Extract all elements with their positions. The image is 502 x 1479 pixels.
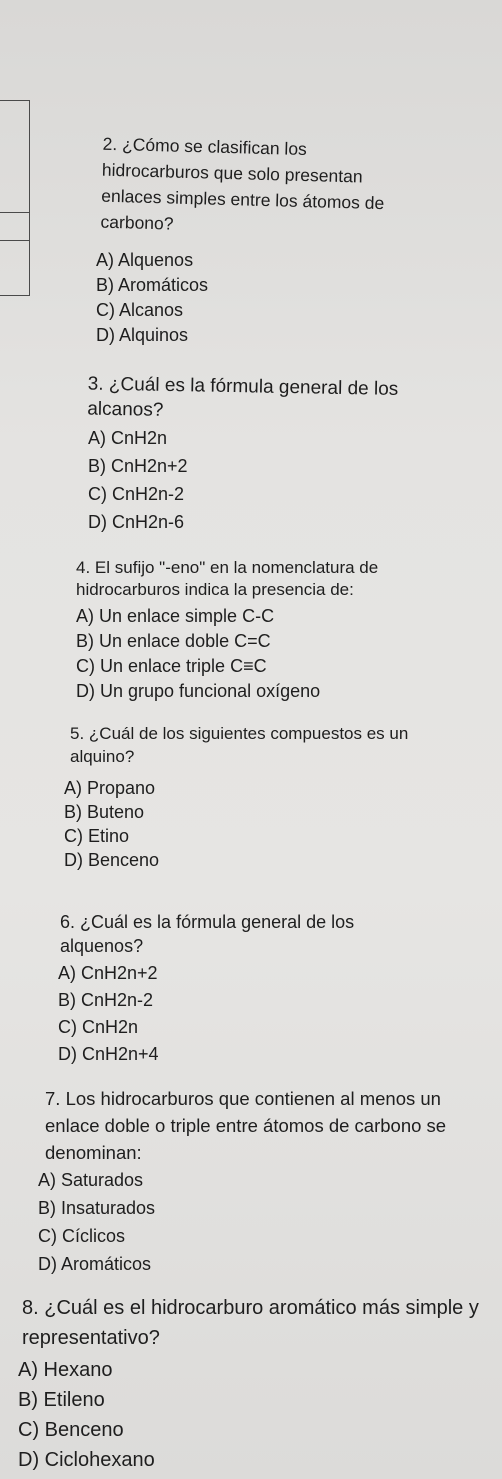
question-7-option-c[interactable]: C) Cíclicos <box>38 1226 126 1246</box>
question-6 <box>0 910 502 1068</box>
question-5-stem: 5. ¿Cuál de los siguientes compuestos es un alquino? <box>70 724 409 766</box>
question-4-option-b[interactable]: B) Un enlace doble C=C <box>76 631 271 651</box>
question-6-number: 6. <box>60 912 76 932</box>
question-2-option-c[interactable]: C) Alcanos <box>96 300 184 320</box>
question-7-stem: 7. Los hidrocarburos que contienen al menos un enlace doble o triple entre átomos de carbono se denominan: <box>45 1088 447 1163</box>
question-8-option-d[interactable]: D) Ciclohexano <box>18 1449 155 1471</box>
question-7-option-a[interactable]: A) Saturados <box>38 1170 144 1190</box>
question-2-option-d[interactable]: D) Alquinos <box>96 325 189 345</box>
question-4-stem: 4. El sufijo "-eno" en la nomenclatura de hidrocarburos indica la presencia de: <box>76 558 379 599</box>
question-2-option-b[interactable]: B) Aromáticos <box>96 275 209 295</box>
question-3-option-c[interactable]: C) CnH2n-2 <box>88 484 185 504</box>
question-7-number: 7. <box>45 1088 61 1109</box>
question-3-number: 3. <box>87 373 104 395</box>
question-5-option-b[interactable]: B) Buteno <box>64 802 145 822</box>
question-8-number: 8. <box>22 1297 39 1319</box>
question-5 <box>0 722 502 872</box>
question-8-stem: 8. ¿Cuál es el hidrocarburo aromático más simple y representativo? <box>22 1297 479 1349</box>
question-6-option-c[interactable]: C) CnH2n <box>58 1017 139 1037</box>
question-5-option-c[interactable]: C) Etino <box>64 826 130 846</box>
question-3-option-b[interactable]: B) CnH2n+2 <box>88 456 188 476</box>
question-7 <box>0 1085 502 1278</box>
question-8-option-a[interactable]: A) Hexano <box>18 1359 113 1381</box>
question-5-option-a[interactable]: A) Propano <box>64 778 156 798</box>
question-5-option-d[interactable]: D) Benceno <box>64 850 160 870</box>
question-3-option-a[interactable]: A) CnH2n <box>88 428 168 448</box>
question-6-option-a[interactable]: A) CnH2n+2 <box>58 963 158 983</box>
question-4-option-c[interactable]: C) Un enlace triple C≡C <box>76 656 267 676</box>
question-6-stem: 6. ¿Cuál es la fórmula general de los alquenos? <box>60 912 355 956</box>
question-2-stem: 2. ¿Cómo se clasifican los hidrocarburos que solo presentan enlaces simples entre los átomos de carbono? <box>100 133 385 234</box>
question-7-option-d[interactable]: D) Aromáticos <box>38 1254 152 1274</box>
question-3 <box>0 370 502 536</box>
question-6-option-d[interactable]: D) CnH2n+4 <box>58 1044 159 1064</box>
question-8 <box>0 1293 502 1475</box>
question-6-option-b[interactable]: B) CnH2n-2 <box>58 990 154 1010</box>
question-2 <box>0 128 502 348</box>
question-8-option-c[interactable]: C) Benceno <box>18 1419 124 1441</box>
question-4-option-a[interactable]: A) Un enlace simple C-C <box>76 606 275 626</box>
question-3-stem: 3. ¿Cuál es la fórmula general de los alcanos? <box>87 373 399 421</box>
question-2-option-a[interactable]: A) Alquenos <box>96 250 194 270</box>
question-4-number: 4. <box>76 558 91 577</box>
question-5-number: 5. <box>70 724 85 743</box>
question-7-option-b[interactable]: B) Insaturados <box>38 1198 156 1218</box>
question-4 <box>0 557 502 704</box>
question-3-option-d[interactable]: D) CnH2n-6 <box>88 512 185 532</box>
question-2-number: 2. <box>102 133 118 155</box>
question-8-option-b[interactable]: B) Etileno <box>18 1389 105 1411</box>
question-4-option-d[interactable]: D) Un grupo funcional oxígeno <box>76 681 321 701</box>
